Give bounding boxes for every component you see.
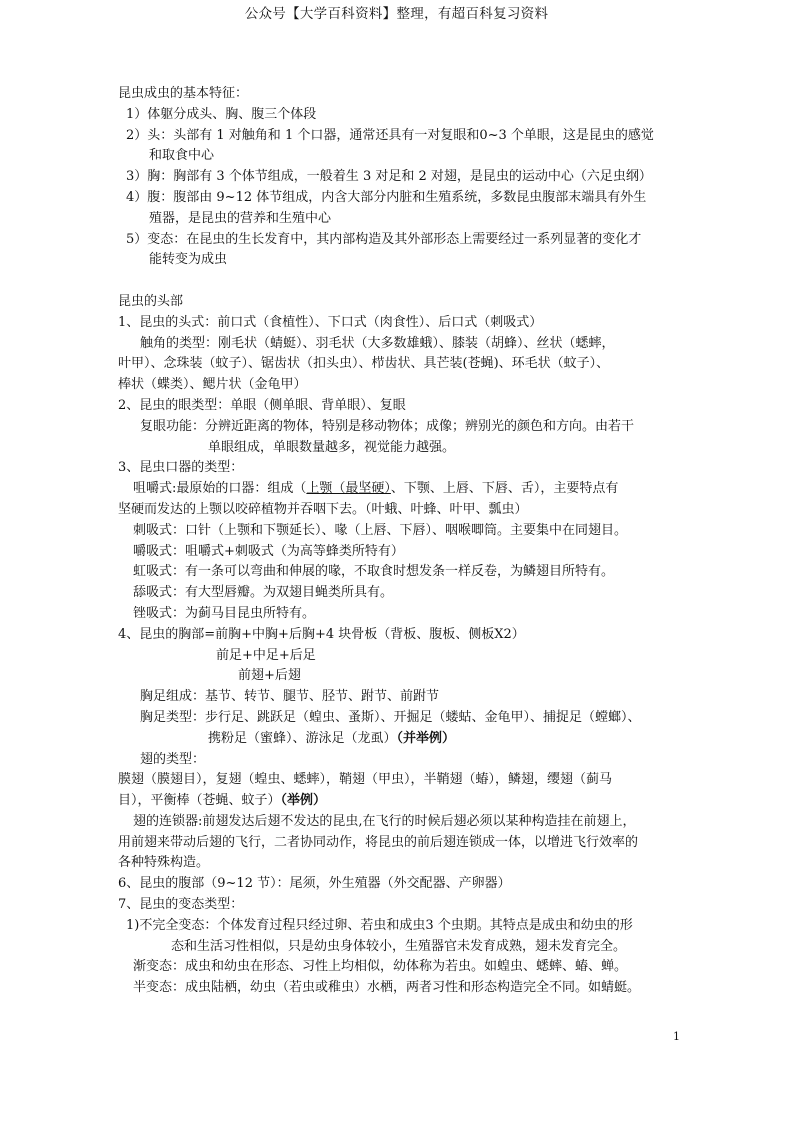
paragraph-line: 2、昆虫的眼类型：单眼（侧单眼、背单眼）、复眼 — [118, 397, 406, 413]
underlined-text: 上颚（最坚硬） — [306, 481, 391, 497]
paragraph-line: 舔吸式：有大型唇瓣。为双翅目蝇类所具有。 — [133, 585, 394, 601]
paragraph-line: 前足+中足+后足 — [216, 647, 316, 663]
paragraph-line — [118, 479, 684, 500]
paragraph-line: 虹吸式：有一条可以弯曲和伸展的喙，不取食时想发条一样反卷，为鳞翅目所特有。 — [133, 564, 615, 580]
blank-line — [118, 271, 684, 292]
paragraph-line: 叶甲）、念珠装（蚊子）、锯齿状（扣头虫）、栉齿状、具芒装(苍蝇)、环毛状（蚊子）、 — [118, 356, 610, 372]
paragraph-line: 胸足类型：步行足、跳跃足（蝗虫、蚤斯）、开掘足（蝼蛄、金龟甲）、捕捉足（螳螂）、 — [140, 709, 641, 725]
list-item: 3）胸：胸部有 3 个体节组成，一般着生 3 对足和 2 对翅，是昆虫的运动中心（六足虫纲） — [126, 169, 652, 185]
list-item-continuation: 殖器，是昆虫的营养和生殖中心 — [149, 210, 332, 226]
bold-note: （并举例） — [396, 730, 456, 746]
paragraph-line: 7、昆虫的变态类型： — [118, 897, 244, 913]
page-header: 公众号【大学百科资料】整理，有超百科复习资料 — [244, 6, 549, 22]
chew-text: 、下颚、上唇、下唇、舌），主要特点有 — [390, 481, 619, 497]
paragraph-line: 锉吸式：为蓟马目昆虫所特有。 — [133, 605, 316, 621]
section-title: 昆虫的头部 — [118, 293, 184, 309]
paragraph-line: 嚼吸式：咀嚼式+刺吸式（为高等蜂类所特有） — [133, 543, 404, 559]
page-number: 1 — [673, 1030, 680, 1043]
section-title: 昆虫成虫的基本特征： — [118, 86, 249, 101]
paragraph-line: 用前翅来带动后翅的飞行，二者协同动作，将昆虫的前后翅连锁成一体，以增进飞行效率的 — [118, 834, 639, 850]
list-item: 1）体躯分成头、胸、腹三个体段 — [126, 106, 317, 122]
paragraph-line: 刺吸式：口针（上颚和下颚延长）、喙（上唇、下唇）、咽喉唧筒。主要集中在同翅目。 — [133, 522, 628, 538]
paragraph-line: 复眼功能：分辨近距离的物体，特别是移动物体；成像；辨别光的颜色和方向。由若干 — [140, 418, 635, 434]
leg-types-text: 携粉足（蜜蜂）、游泳足（龙虱） — [208, 730, 397, 746]
paragraph-line: 前翅+后翅 — [238, 668, 301, 684]
chew-text: 咀嚼式:最原始的口器：组成（ — [133, 481, 307, 497]
paragraph-line — [118, 729, 684, 750]
paragraph-line: 态和生活习性相似，只是幼虫身体较小，生殖器官未发育成熟，翅未发育完全。 — [171, 938, 627, 954]
main-content — [118, 84, 684, 999]
paragraph-line: 渐变态：成虫和幼虫在形态、习性上均相似，幼体称为若虫。如蝗虫、蟋蟀、蝽、蝉。 — [133, 959, 628, 975]
paragraph-line: 4、昆虫的胸部=前胸+中胸+后胸+4 块骨板（背板、腹板、侧板X2） — [118, 626, 525, 642]
list-item-continuation: 能转变为成虫 — [149, 252, 228, 268]
paragraph-line: 翅的连锁器:前翅发达后翅不发达的昆虫,在飞行的时候后翅必须以某种构造挂在前翅上， — [133, 813, 636, 829]
paragraph-line: 各种特殊构造。 — [118, 855, 210, 871]
paragraph-line: 胸足组成：基节、转节、腿节、胫节、跗节、前跗节 — [140, 689, 440, 705]
paragraph-line: 坚硬而发达的上颚以咬碎植物并吞咽下去。（叶蛾、叶蜂、叶甲、瓢虫） — [118, 501, 528, 517]
paragraph-line: 触角的类型：刚毛状（蜻蜓）、羽毛状（大多数雄蛾）、膝装（胡蜂）、丝状（蟋蟀， — [140, 335, 615, 351]
paragraph-line: 1)不完全变态：个体发育过程只经过卵、若虫和成虫3 个虫期。其特点是成虫和幼虫的形 — [126, 917, 633, 933]
list-item: 5）变态：在昆虫的生长发育中，其内部构造及其外部形态上需要经过一系列显著的变化才 — [126, 231, 642, 247]
paragraph-line — [118, 791, 684, 812]
wing-text: 目），平衡棒（苍蝇、蚊子） — [118, 793, 281, 809]
paragraph-line: 单眼组成，单眼数量越多，视觉能力越强。 — [208, 439, 456, 455]
list-item: 2）头：头部有 1 对触角和 1 个口器，通常还具有一对复眼和0~3 个单眼，这是昆虫的感觉 — [126, 127, 654, 143]
paragraph-line: 3、昆虫口器的类型： — [118, 460, 244, 476]
list-item-continuation: 和取食中心 — [149, 148, 215, 164]
paragraph-line: 膜翅（膜翅目），复翅（蝗虫、蟋蟀），鞘翅（甲虫），半鞘翅（蝽），鳞翅，缨翅（蓟马 — [118, 772, 613, 788]
bold-note: （举例） — [280, 793, 327, 809]
paragraph-line: 棒状（蝶类）、鳃片状（金龟甲） — [118, 377, 307, 393]
paragraph-line: 翅的类型： — [140, 751, 206, 767]
paragraph-line: 1、昆虫的头式：前口式（食植性）、下口式（肉食性）、后口式（刺吸式） — [118, 314, 543, 330]
list-item: 4）腹：腹部由 9~12 体节组成，内含大部分内脏和生殖系统，多数昆虫腹部末端具有外生 — [126, 189, 647, 205]
paragraph-line: 半变态：成虫陆栖，幼虫（若虫或稚虫）水栖，两者习性和形态构造完全不同。如蜻蜓。 — [133, 980, 641, 996]
paragraph-line: 6、昆虫的腹部（9~12 节）：尾须，外生殖器（外交配器、产卵器） — [118, 876, 511, 892]
